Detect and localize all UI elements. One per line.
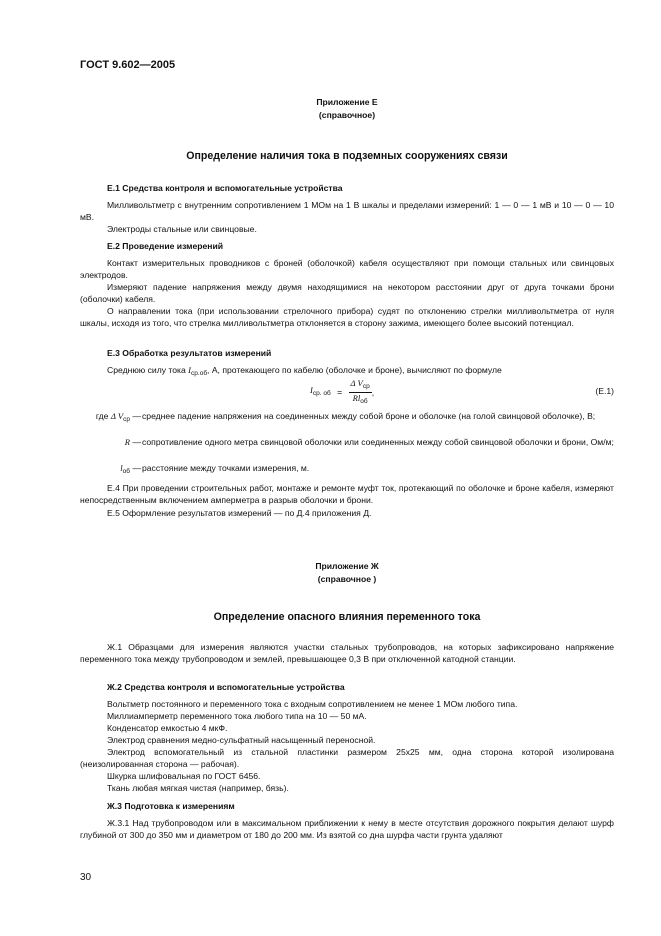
section-zh3-title: Ж.3 Подготовка к измерениям (107, 801, 235, 811)
formula-expression: $I_{ср. об}$ = $\frac{\Delta V_{ср}}{Rl_{об}}$ , (310, 378, 375, 405)
formula-fraction: $\frac{\Delta V_{ср}}{Rl_{об}}$ (350, 378, 370, 405)
zh2-item-sandpaper: Шкурка шлифовальная по ГОСТ 6456. (107, 771, 261, 781)
section-e4-paragraph: Е.4 При проведении строительных работ, монтаже и ремонте муфт ток, протекающий по оболочке и броне кабеля, измеряют непосредственным включением амперметра в разрыв оболочки и брони. (80, 483, 614, 506)
formula-number: (Е.1) (595, 386, 614, 396)
section-e3-title: Е.3 Обработка результатов измерений (107, 348, 272, 358)
section-e3-intro: Среднюю силу тока $I_{ср.об}$, А, протекающего по кабелю (оболочке и броне), вычисляют по формуле (107, 365, 502, 377)
where-desc-3: расстояние между точками измерения, м. (142, 463, 310, 473)
where-desc-1: среднее падение напряжения на соединенных между собой броне и оболочке (на голой свинцовой оболочке), В; (142, 411, 596, 421)
appendix-e-subtitle: (справочное) (318, 110, 376, 120)
formula-e1 (80, 376, 614, 406)
section-e1-electrodes: Электроды стальные или свинцовые. (107, 224, 257, 234)
zh2-item-milliammeter: Миллиамперметр переменного тока любого типа на 10 — 50 мА. (107, 711, 367, 721)
current-symbol: $I_{ср.об}$ (188, 365, 208, 377)
appendix-e-title: Приложение Е (316, 97, 378, 107)
page-number: 30 (80, 872, 92, 883)
section-e1-title: Е.1 Средства контроля и вспомогательные устройства (107, 183, 343, 193)
section-e2-title: Е.2 Проведение измерений (107, 241, 224, 251)
zh2-item-capacitor: Конденсатор емкостью 4 мкФ. (107, 723, 228, 733)
section-e2-paragraph-1: Контакт измерительных проводников с броней (оболочкой) кабеля осуществляют при помощи стальных или свинцовых электродов. (80, 258, 614, 281)
appendix-zh-subtitle: (справочное ) (317, 574, 377, 584)
zh2-item-voltmeter: Вольтметр постоянного и переменного тока с входным сопротивлением не менее 1 МОм любого типа. (107, 699, 518, 709)
where-term-1: где Δ $V_{ср}$ — (95, 411, 141, 423)
zh2-item-cloth: Ткань любая мягкая чистая (например, бязь). (107, 783, 289, 793)
section-zh2-title: Ж.2 Средства контроля и вспомогательные устройства (107, 682, 345, 692)
section-zh1-paragraph: Ж.1 Образцами для измерения являются участки стальных трубопроводов, на которых зафиксировано напряжение переменного тока между трубопроводом и землей, превышающее 0,3 В при отключенной катодной станции. (80, 642, 614, 665)
zh2-item-auxiliary-electrode: Электрод вспомогательный из стальной пластинки размером 25х25 мм, одна сторона которой изолирована (неизолированная сторона — рабочая). (80, 747, 614, 770)
section-e2-paragraph-3: О направлении тока (при использовании стрелочного прибора) судят по отклонению стрелки милливольтметра от нуля шкалы, исходя из того, что стрелка милливольтметра отклоняется в сторону зажима, имеющего более высокий потенциал. (80, 306, 614, 329)
section-e1-paragraph: Милливольтметр с внутренним сопротивлением 1 МОм на 1 В шкалы и пределами измерений: 1 — 0 — 1 мВ и 10 — 0 — 10 мВ. (80, 200, 614, 223)
where-desc-2: сопротивление одного метра свинцовой оболочки или соединенных между собой свинцовой оболочки и брони, Ом/м; (142, 437, 614, 447)
where-term-2: R — (124, 437, 141, 447)
section-zh3-1-paragraph: Ж.3.1 Над трубопроводом или в максимальном приближении к нему в месте отсутствия дорожного покрытия делают шурф глубиной от 300 до 350 мм и диаметром от 180 до 200 мм. Из взятой со дна шурфа части грунта удаляют (80, 818, 614, 841)
where-term-3: $l_{об}$ — (120, 463, 141, 475)
appendix-zh-title: Приложение Ж (315, 561, 379, 571)
appendix-e-heading: Определение наличия тока в подземных сооружениях связи (186, 150, 508, 162)
document-id-header: ГОСТ 9.602—2005 (80, 59, 176, 71)
zh2-item-reference-electrode: Электрод сравнения медно-сульфатный насыщенный переносной. (107, 735, 376, 745)
section-e5-paragraph: Е.5 Оформление результатов измерений — по Д.4 приложения Д. (107, 508, 372, 518)
appendix-zh-heading: Определение опасного влияния переменного тока (213, 611, 481, 623)
section-e2-paragraph-2: Измеряют падение напряжения между двумя находящимися на некотором расстоянии друг от друга точками брони (оболочки) кабеля. (80, 282, 614, 305)
